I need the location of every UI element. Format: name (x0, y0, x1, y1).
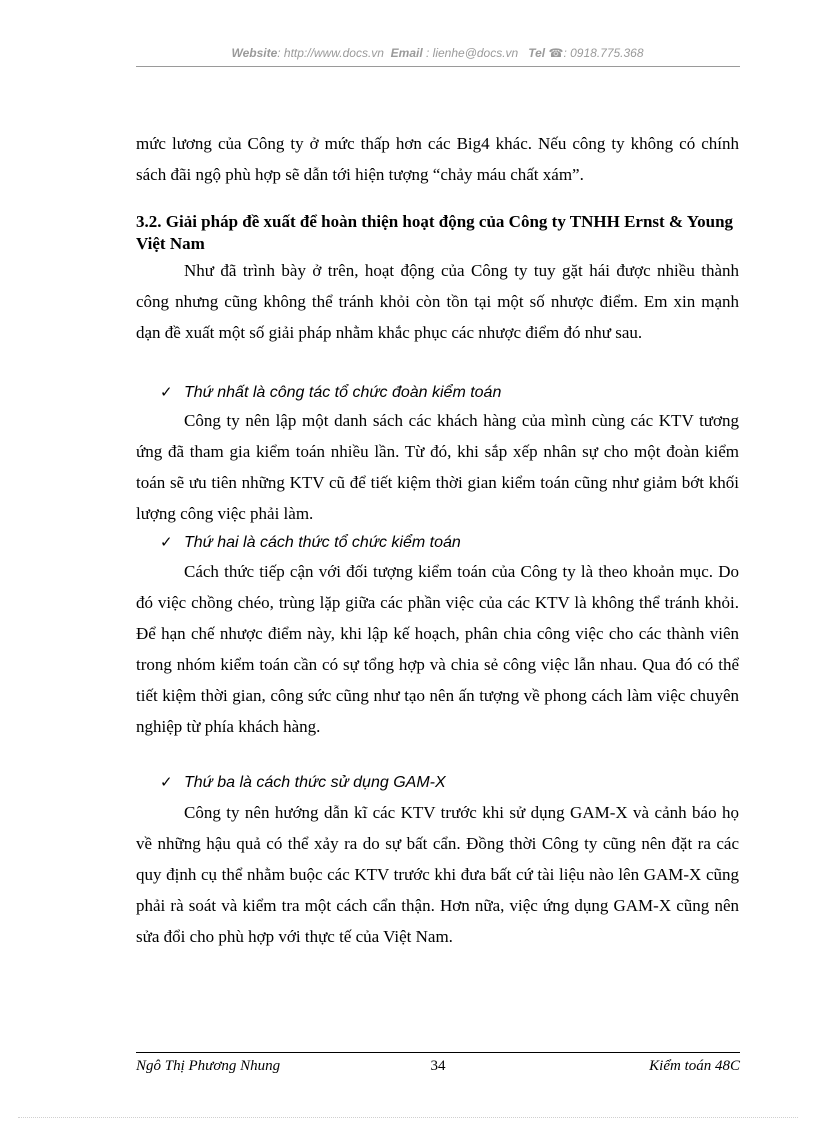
page-header (136, 46, 739, 66)
header-divider (136, 66, 740, 67)
website-label: Website (231, 46, 278, 60)
section-intro-paragraph: Như đã trình bày ở trên, hoạt động của Công ty tuy gặt hái được nhiều thành công nhưng cũng không thể tránh khỏi còn tồn tại một số nhược điểm. Em xin mạnh dạn đề xuất một số giải pháp nhằm khắc phục các nhược điểm đó như sau. (136, 261, 739, 342)
website-value[interactable]: : http://www.docs.vn (277, 46, 384, 60)
page-bottom-edge (18, 1117, 798, 1118)
footer-author: Ngô Thị Phương Nhung (136, 1058, 281, 1074)
footer-course: Kiểm toán 48C (649, 1058, 740, 1074)
item-2-title: Thứ hai là cách thức tổ chức kiểm toán (184, 534, 461, 551)
section-heading: 3.2. Giải pháp đề xuất để hoàn thiện hoạt động của Công ty TNHH Ernst & Young Việt Nam (136, 212, 734, 253)
item-3-title: Thứ ba là cách thức sử dụng GAM-X (184, 774, 446, 791)
email-label: Email (390, 46, 423, 60)
item-3-heading (160, 770, 446, 794)
checkmark-icon: ✓ (160, 533, 173, 551)
item-1-heading (160, 380, 501, 404)
item-1-title: Thứ nhất là công tác tổ chức đoàn kiểm toán (184, 384, 502, 401)
item-3-paragraph: Công ty nên hướng dẫn kĩ các KTV trước khi sử dụng GAM-X và cảnh báo họ về những hậu quả có thể xảy ra do sự bất cẩn. Đồng thời Công ty cũng nên đặt ra các quy định cụ thể nhằm buộc các KTV trước khi đưa bất cứ tài liệu nào lên GAM-X cũng phải rà soát và kiểm tra một cách cẩn thận. Hơn nữa, việc ứng dụng GAM-X cũng nên sửa đổi cho phù hợp với thực tế của Việt Nam. (136, 803, 739, 946)
tel-value: : 0918.775.368 (563, 46, 644, 60)
email-value[interactable]: : lienhe@docs.vn (426, 46, 519, 60)
page-number: 34 (430, 1058, 446, 1074)
checkmark-icon: ✓ (160, 383, 173, 401)
item-2-paragraph: Cách thức tiếp cận với đối tượng kiểm toán của Công ty là theo khoản mục. Do đó việc chồng chéo, trùng lặp giữa các phần việc của các KTV là không thể tránh khỏi. Để hạn chế nhược điểm này, khi lập kế hoạch, phân chia công việc cho các thành viên trong nhóm kiểm toán cần có sự tổng hợp và chia sẻ công việc lẫn nhau. Qua đó có thể tiết kiệm thời gian, công sức cũng như tạo nên ấn tượng về phong cách làm việc chuyên nghiệp từ phía khách hàng. (136, 562, 739, 736)
item-2-heading (160, 530, 461, 554)
item-1-paragraph: Công ty nên lập một danh sách các khách hàng của mình cùng các KTV tương ứng đã tham gia kiểm toán nhiều lần. Từ đó, khi sắp xếp nhân sự cho một đoàn kiểm toán sẽ ưu tiên những KTV cũ để tiết kiệm thời gian kiểm toán cũng như giảm bớt khối lượng công việc phải làm. (136, 411, 739, 523)
footer-divider (136, 1052, 740, 1053)
intro-paragraph: mức lương của Công ty ở mức thấp hơn các Big4 khác. Nếu công ty không có chính sách đãi ngộ phù hợp sẽ dẫn tới hiện tượng “chảy máu chất xám”. (136, 134, 739, 184)
tel-label: Tel (528, 46, 546, 60)
checkmark-icon: ✓ (160, 773, 173, 791)
phone-icon: ☎ (548, 46, 564, 60)
